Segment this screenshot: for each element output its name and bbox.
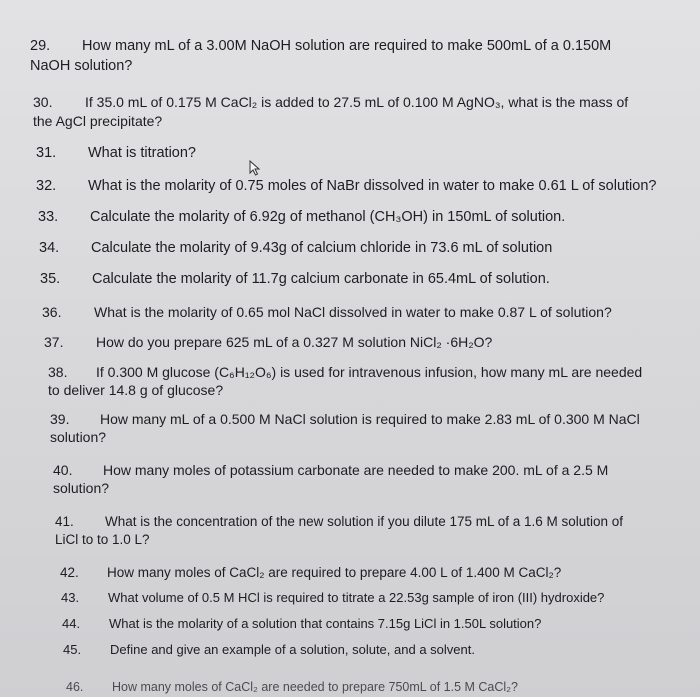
question-text: What is the molarity of 0.65 mol NaCl dissolved in water to make 0.87 L of solution? xyxy=(94,304,612,320)
question-40-cont xyxy=(53,478,109,498)
question-number: 45. xyxy=(63,642,82,657)
question-text: What is the concentration of the new solution if you dilute 175 mL of a 1.6 M solution of xyxy=(105,514,624,529)
question-text: How many mL of a 3.00M NaOH solution are required to make 500mL of a 0.150M xyxy=(82,38,612,54)
question-text: What volume of 0.5 M HCl is required to titrate a 22.53g sample of iron (III) hydroxide? xyxy=(108,590,605,605)
question-text: Calculate the molarity of 11.7g calcium carbonate in 65.4mL of solution. xyxy=(92,271,550,287)
question-text-cont: NaOH solution? xyxy=(30,58,133,74)
question-number: 39. xyxy=(50,411,70,427)
question-number: 43. xyxy=(61,590,80,605)
question-number: 34. xyxy=(39,240,60,256)
question-number: 31. xyxy=(36,145,57,161)
question-text: How many moles of potassium carbonate are needed to make 200. mL of a 2.5 M xyxy=(103,462,609,478)
question-text: What is the molarity of 0.75 moles of NaBr dissolved in water to make 0.61 L of solution? xyxy=(88,178,657,194)
question-text-cont: the AgCl precipitate? xyxy=(33,113,163,129)
question-text-cont: solution? xyxy=(50,429,107,445)
question-33 xyxy=(38,207,565,227)
question-number: 42. xyxy=(60,565,79,580)
question-number: 44. xyxy=(62,616,81,631)
question-46 xyxy=(66,677,518,697)
question-text: What is titration? xyxy=(88,145,196,161)
mouse-cursor-icon xyxy=(249,160,263,176)
question-38 xyxy=(48,362,642,382)
question-text: Calculate the molarity of 9.43g of calcium chloride in 73.6 mL of solution xyxy=(91,240,553,256)
question-number: 38. xyxy=(48,364,68,380)
question-38-cont xyxy=(48,380,223,400)
question-number: 36. xyxy=(42,304,62,320)
question-text: If 35.0 mL of 0.175 M CaCl₂ is added to 27.5 mL of 0.100 M AgNO₃, what is the mass of xyxy=(85,94,629,110)
question-number: 46. xyxy=(66,680,84,694)
question-number: 41. xyxy=(55,514,74,529)
question-text: Calculate the molarity of 6.92g of methanol (CH₃OH) in 150mL of solution. xyxy=(90,209,566,225)
question-44 xyxy=(62,614,541,634)
question-37 xyxy=(44,332,492,352)
question-40 xyxy=(53,460,608,480)
question-32 xyxy=(36,176,656,196)
question-39 xyxy=(50,409,640,429)
question-45 xyxy=(63,640,475,660)
question-29 xyxy=(30,36,611,56)
question-number: 32. xyxy=(36,178,57,194)
question-text-cont: to deliver 14.8 g of glucose? xyxy=(48,382,224,398)
question-text: How many moles of CaCl₂ are needed to prepare 750mL of 1.5 M CaCl₂? xyxy=(112,680,518,694)
question-34 xyxy=(39,238,552,258)
question-number: 29. xyxy=(30,38,51,54)
question-text: How do you prepare 625 mL of a 0.327 M solution NiCl₂ ·6H₂O? xyxy=(96,334,493,350)
question-text: What is the molarity of a solution that contains 7.15g LiCl in 1.50L solution? xyxy=(109,616,542,631)
question-31 xyxy=(36,143,196,163)
question-42 xyxy=(60,563,561,583)
question-30-cont xyxy=(33,111,162,131)
question-text: How many moles of CaCl₂ are required to prepare 4.00 L of 1.400 M CaCl₂? xyxy=(107,565,562,580)
question-text: If 0.300 M glucose (C₆H₁₂O₆) is used for intravenous infusion, how many mL are needed xyxy=(96,364,643,380)
question-text: Define and give an example of a solution, solute, and a solvent. xyxy=(110,642,475,657)
question-30 xyxy=(33,92,628,112)
question-43 xyxy=(61,588,604,608)
question-36 xyxy=(42,302,612,322)
question-text-cont: LiCl to to 1.0 L? xyxy=(55,532,150,547)
question-number: 35. xyxy=(40,271,61,287)
question-number: 37. xyxy=(44,334,64,350)
question-text: How many mL of a 0.500 M NaCl solution is required to make 2.83 mL of 0.300 M NaCl xyxy=(100,411,640,427)
question-35 xyxy=(40,269,550,289)
question-number: 33. xyxy=(38,209,59,225)
question-29-cont xyxy=(30,56,132,76)
question-39-cont xyxy=(50,427,106,447)
question-text-cont: solution? xyxy=(53,480,110,496)
question-number: 40. xyxy=(53,462,73,478)
question-number: 30. xyxy=(33,94,53,110)
question-41 xyxy=(55,512,623,532)
question-41-cont xyxy=(55,530,150,550)
